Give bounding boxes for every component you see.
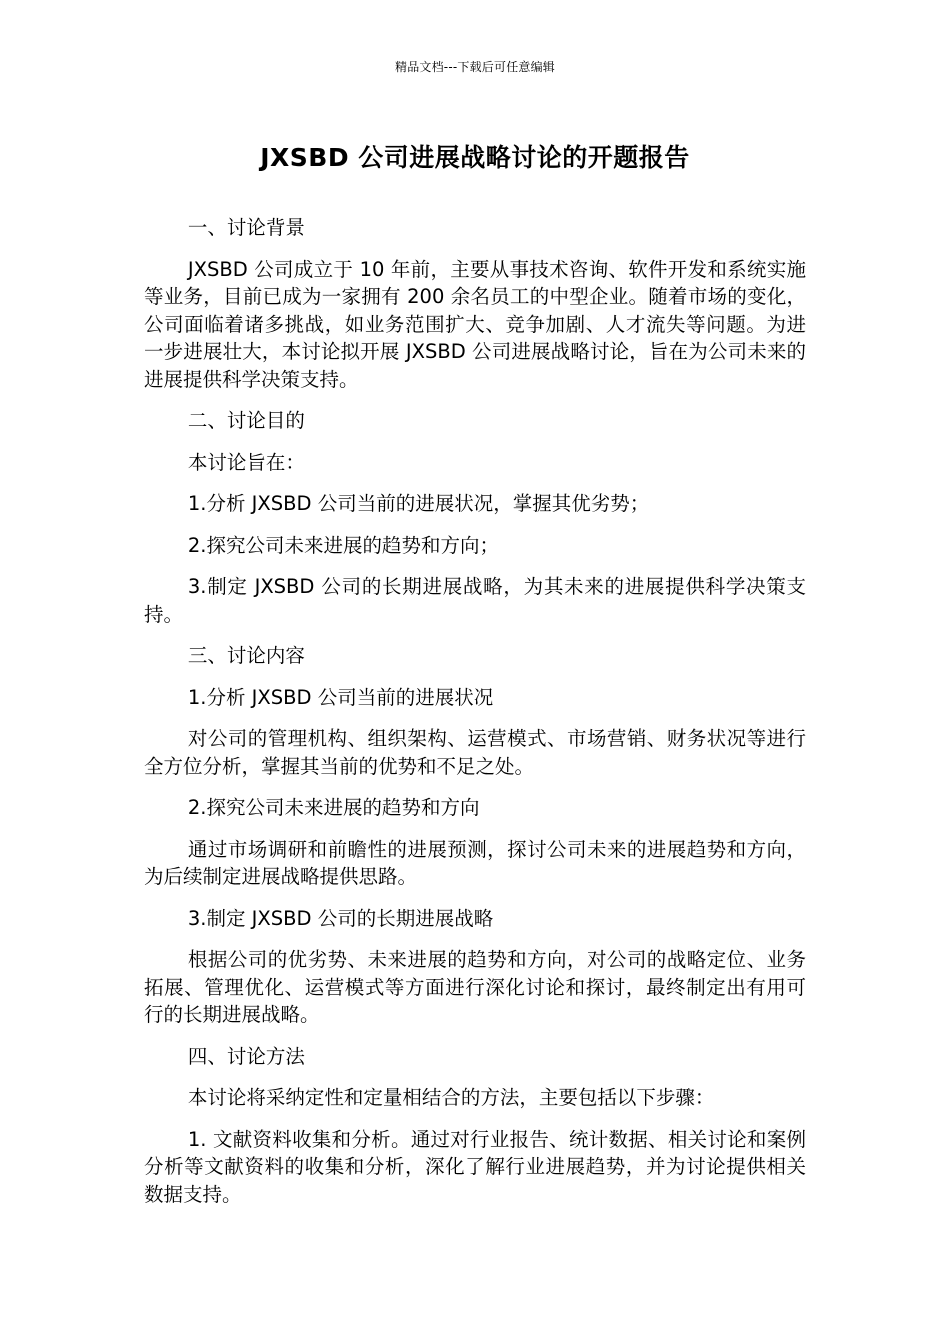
method-item-1: 1. 文献资料收集和分析。通过对行业报告、统计数据、相关讨论和案例分析等文献资料的收集和分析，深化了解行业进展趋势，并为讨论提供相关数据支持。: [144, 1127, 806, 1206]
purpose-intro: 本讨论旨在：: [187, 450, 305, 474]
section-heading-purpose: 二、讨论目的: [187, 409, 305, 432]
purpose-item-3: 3.制定 JXSBD 公司的长期进展战略，为其未来的进展提供科学决策支持。: [144, 575, 806, 626]
header-note: 精品文档---下载后可任意编辑: [395, 60, 555, 74]
content-item-3-heading: 3.制定 JXSBD 公司的长期进展战略: [187, 906, 494, 930]
purpose-item-2: 2.探究公司未来进展的趋势和方向；: [187, 533, 499, 557]
purpose-item-1: 1.分析 JXSBD 公司当前的进展状况，掌握其优劣势；: [187, 492, 650, 515]
content-item-3-text: 根据公司的优劣势、未来进展的趋势和方向，对公司的战略定位、业务拓展、管理优化、运营模式等方面进行深化讨论和探讨，最终制定出有用可行的长期进展战略。: [144, 948, 806, 1026]
content-item-2-heading: 2.探究公司未来进展的趋势和方向: [187, 796, 480, 819]
section-heading-content: 三、讨论内容: [187, 644, 305, 667]
content-item-2-text: 通过市场调研和前瞻性的进展预测，探讨公司未来的进展趋势和方向，为后续制定进展战略提供思路。: [144, 837, 806, 888]
section-heading-method: 四、讨论方法: [187, 1044, 305, 1068]
background-paragraph: JXSBD 公司成立于 10 年前，主要从事技术咨询、软件开发和系统实施等业务，目前已成为一家拥有 200 余名员工的中型企业。随着市场的变化，公司面临着诸多挑战，如业务范围扩大、竞争加剧、人才流失等问题。为进一步进展壮大，本讨论拟开展 JXSBD 公司进展战略讨论，旨在为公司未来的进展提供科学决策支持。: [144, 257, 806, 391]
document-body: [144, 214, 806, 1222]
method-intro: 本讨论将采纳定性和定量相结合的方法，主要包括以下步骤：: [187, 1086, 715, 1109]
section-heading-background: 一、讨论背景: [187, 216, 305, 239]
content-item-1-heading: 1.分析 JXSBD 公司当前的进展状况: [187, 685, 494, 709]
document-title: JXSBD 公司进展战略讨论的开题报告: [260, 143, 690, 172]
content-item-1-text: 对公司的管理机构、组织架构、运营模式、市场营销、财务状况等进行全方位分析，掌握其当前的优势和不足之处。: [144, 727, 806, 778]
